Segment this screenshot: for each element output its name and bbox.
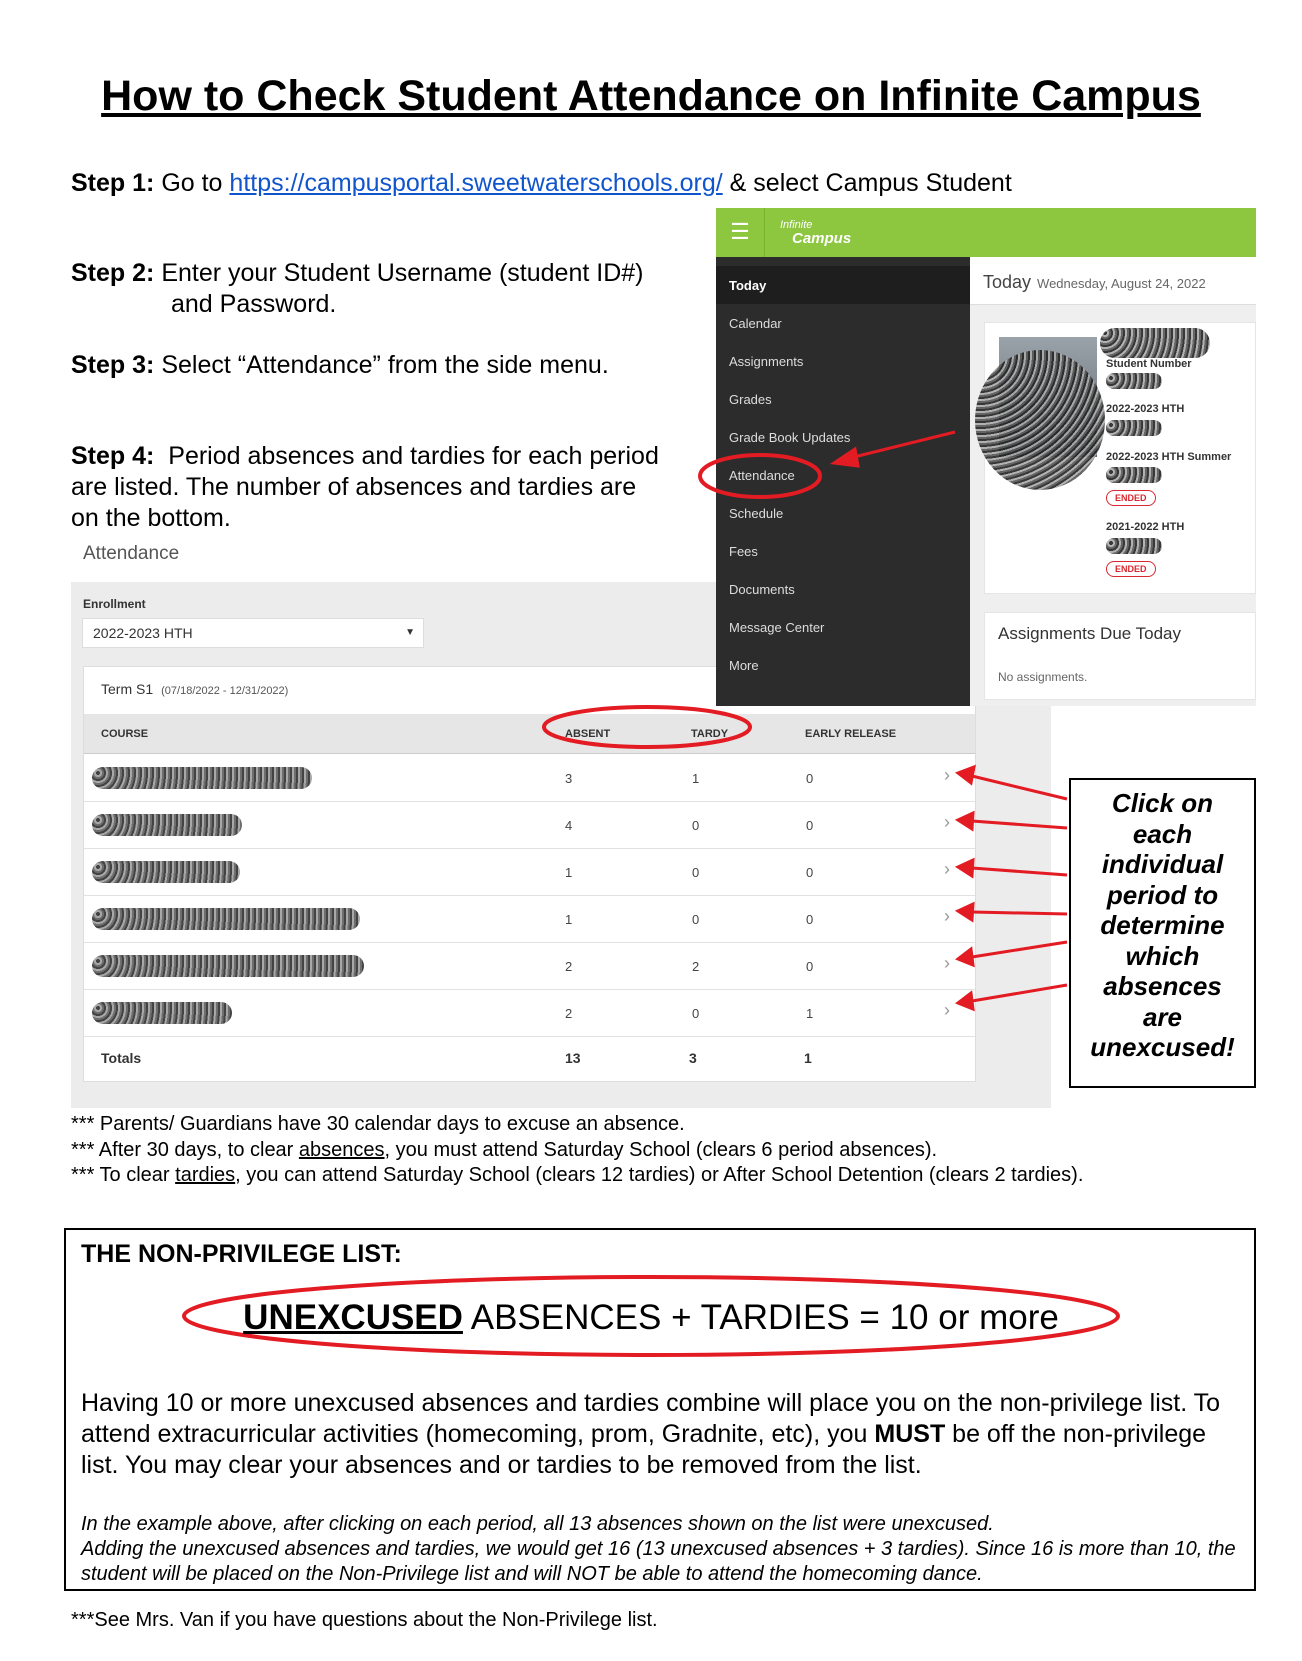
callout-line: which [1125,940,1200,971]
assignments-title: Assignments Due Today [998,624,1182,643]
enrollment-1: 2022-2023 HTH [1106,403,1185,415]
col-early-release: EARLY RELEASE [805,728,897,740]
menu-icon[interactable]: ☰ [716,208,765,257]
step-2-line2: and Password. [171,290,337,318]
attendance-title: Attendance [83,543,180,564]
cell-absent: 2 [565,1006,573,1021]
total-early: 1 [804,1050,812,1066]
callout-line: period to [1106,879,1219,910]
attendance-circle [700,455,820,497]
cell-early: 0 [806,865,814,880]
total-tardy: 3 [689,1050,697,1066]
absent-tardy-circle [544,707,750,747]
cell-absent: 1 [565,912,573,927]
sidebar-item-schedule[interactable]: Schedule [729,506,784,521]
enrollment-label: Enrollment [83,597,146,611]
student-number-label: Student Number [1106,358,1192,370]
cell-early: 0 [806,771,814,786]
sidebar-item-documents[interactable]: Documents [729,582,795,597]
callout-line: are [1142,1001,1183,1032]
footer-note: ***See Mrs. Van if you have questions about the Non-Privilege list. [71,1609,658,1631]
sidebar-item-message-center[interactable]: Message Center [729,620,825,635]
note-2: *** After 30 days, to clear absences, you must attend Saturday School (clears 6 period absences). [71,1139,938,1161]
cell-tardy: 1 [692,771,700,786]
assignments-empty: No assignments. [998,670,1088,684]
col-tardy: TARDY [691,728,729,740]
step-3: Step 3: Select “Attendance” from the side menu. [71,351,609,379]
totals-label: Totals [101,1050,142,1066]
note-1: *** Parents/ Guardians have 30 calendar days to excuse an absence. [71,1113,685,1135]
cell-absent: 1 [565,865,573,880]
example-text: In the example above, after clicking on each period, all 13 absences shown on the list were unexcused. Adding the unexcused absences and tardies, we would get 16 (13 unexcused absences + 3 tardies). Since 16 is more than 10, the student will be placed on the Non-Privilege list and will NOT be able to attend the homecoming dance. [81,1513,1236,1585]
cell-early: 0 [806,818,814,833]
chevron-right-icon[interactable]: › [944,1000,950,1020]
term-label: Term S1 (07/18/2022 - 12/31/2022) [101,681,289,697]
cell-absent: 2 [565,959,573,974]
cell-tardy: 0 [692,818,700,833]
campus-portal-link[interactable]: https://campusportal.sweetwaterschools.org/ [229,169,723,197]
cell-absent: 4 [565,818,573,833]
enrollment-select[interactable]: 2022-2023 HTH ▼ [82,618,424,648]
cell-early: 1 [806,1006,814,1021]
equation: UNEXCUSED ABSENCES + TARDIES = 10 or more [243,1298,1059,1337]
page-title: How to Check Student Attendance on Infinite Campus [101,72,1201,120]
col-course: COURSE [101,728,149,740]
ended-badge-1: ENDED [1106,490,1156,506]
cell-early: 0 [806,959,814,974]
box-title: THE NON-PRIVILEGE LIST: [81,1240,402,1268]
callout-line: individual [1101,849,1224,879]
chevron-right-icon[interactable]: › [944,906,950,926]
total-absent: 13 [565,1050,581,1066]
chevron-right-icon[interactable]: › [944,953,950,973]
ended-badge-2: ENDED [1106,561,1156,577]
callout-line: unexcused! [1090,1032,1235,1062]
enrollment-2: 2022-2023 HTH Summer [1106,451,1232,463]
sidebar-item-today[interactable]: Today [716,266,970,304]
cell-absent: 3 [565,771,573,786]
chevron-right-icon[interactable]: › [944,812,950,832]
chevron-right-icon[interactable]: › [944,765,950,785]
cell-tardy: 2 [692,959,700,974]
step-1: Step 1: Go to https://campusportal.sweetwaterschools.org/ & select Campus Student [71,169,1012,197]
infinite-campus-logo: Infinite Campus [780,219,852,247]
sidebar-item-more[interactable]: More [729,658,759,673]
col-absent: ABSENT [565,728,611,740]
cell-tardy: 0 [692,1006,700,1021]
cell-tardy: 0 [692,912,700,927]
callout-line: absences [1103,971,1222,1001]
cell-tardy: 0 [692,865,700,880]
sidebar-item-fees[interactable]: Fees [729,544,758,559]
step-4: Step 4: Period absences and tardies for each period are listed. The number of absences and tardies are on the bottom. [71,442,659,532]
sidebar-item-grade-book-updates[interactable]: Grade Book Updates [729,430,851,445]
note-3: *** To clear tardies, you can attend Saturday School (clears 12 tardies) or After School Detention (clears 2 tardies). [71,1164,1084,1186]
callout-line: each [1132,818,1193,849]
step-2: Step 2: Enter your Student Username (student ID#) [71,259,644,287]
sidebar-item-attendance[interactable]: Attendance [729,468,795,483]
cell-early: 0 [806,912,814,927]
chevron-right-icon[interactable]: › [944,859,950,879]
attendance-arrow [850,432,955,458]
enrollment-3: 2021-2022 HTH [1106,521,1185,533]
callout-line: Click on [1111,788,1214,818]
sidebar-item-grades[interactable]: Grades [729,392,772,407]
today-title: Today Wednesday, August 24, 2022 [983,272,1206,292]
sidebar-item-calendar[interactable]: Calendar [729,316,782,331]
callout-line: determine [1100,910,1225,940]
caret-down-icon: ▼ [405,627,415,638]
explanation-paragraph: Having 10 or more unexcused absences and tardies combine will place you on the non-privilege list. To attend extracurricular activities (homecoming, prom, Gradnite, etc), you MUST be off the non-privilege list. You may clear your absences and or tardies to be removed from the list. [81,1389,1221,1479]
sidebar-item-assignments[interactable]: Assignments [729,354,804,369]
